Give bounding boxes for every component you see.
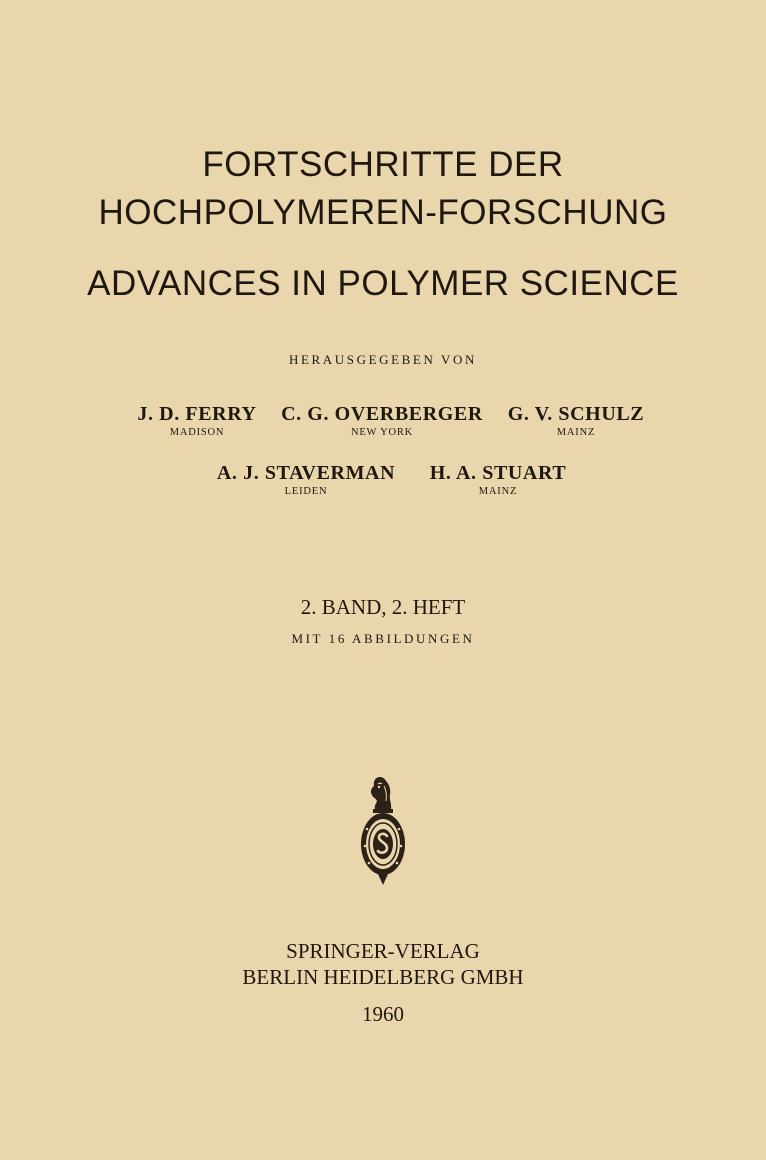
title-german-line2: HOCHPOLYMEREN-FORSCHUNG — [98, 193, 668, 232]
volume-number: 2. BAND, 2. HEFT — [300, 595, 466, 619]
editor-name: H. A. STUART — [429, 462, 567, 484]
title-english: ADVANCES IN POLYMER SCIENCE — [87, 264, 679, 303]
editor-city: LEIDEN — [284, 486, 328, 497]
editor-stuart — [418, 461, 578, 499]
editor-city: MAINZ — [478, 486, 518, 497]
editor-city: MADISON — [169, 427, 225, 438]
editor-city: MAINZ — [556, 427, 596, 438]
editors-heading: HERAUSGEGEBEN VON — [288, 352, 478, 367]
editor-name: G. V. SCHULZ — [507, 403, 645, 425]
publisher-location: BERLIN HEIDELBERG GMBH — [242, 965, 524, 989]
publisher-name: SPRINGER-VERLAG — [286, 939, 480, 963]
illustrations-note: MIT 16 ABBILDUNGEN — [291, 631, 475, 646]
editor-name: C. G. OVERBERGER — [281, 403, 483, 425]
editor-schulz — [496, 402, 656, 440]
editor-staverman — [206, 461, 406, 499]
editor-ferry — [122, 402, 272, 440]
editor-name: J. D. FERRY — [137, 403, 257, 425]
editor-city: NEW YORK — [350, 427, 414, 438]
editor-overberger — [272, 402, 492, 440]
title-german-line1: FORTSCHRITTE DER — [202, 145, 564, 184]
publication-year: 1960 — [362, 1002, 404, 1026]
springer-knight-logo-icon — [358, 774, 408, 886]
editor-name: A. J. STAVERMAN — [216, 462, 396, 484]
